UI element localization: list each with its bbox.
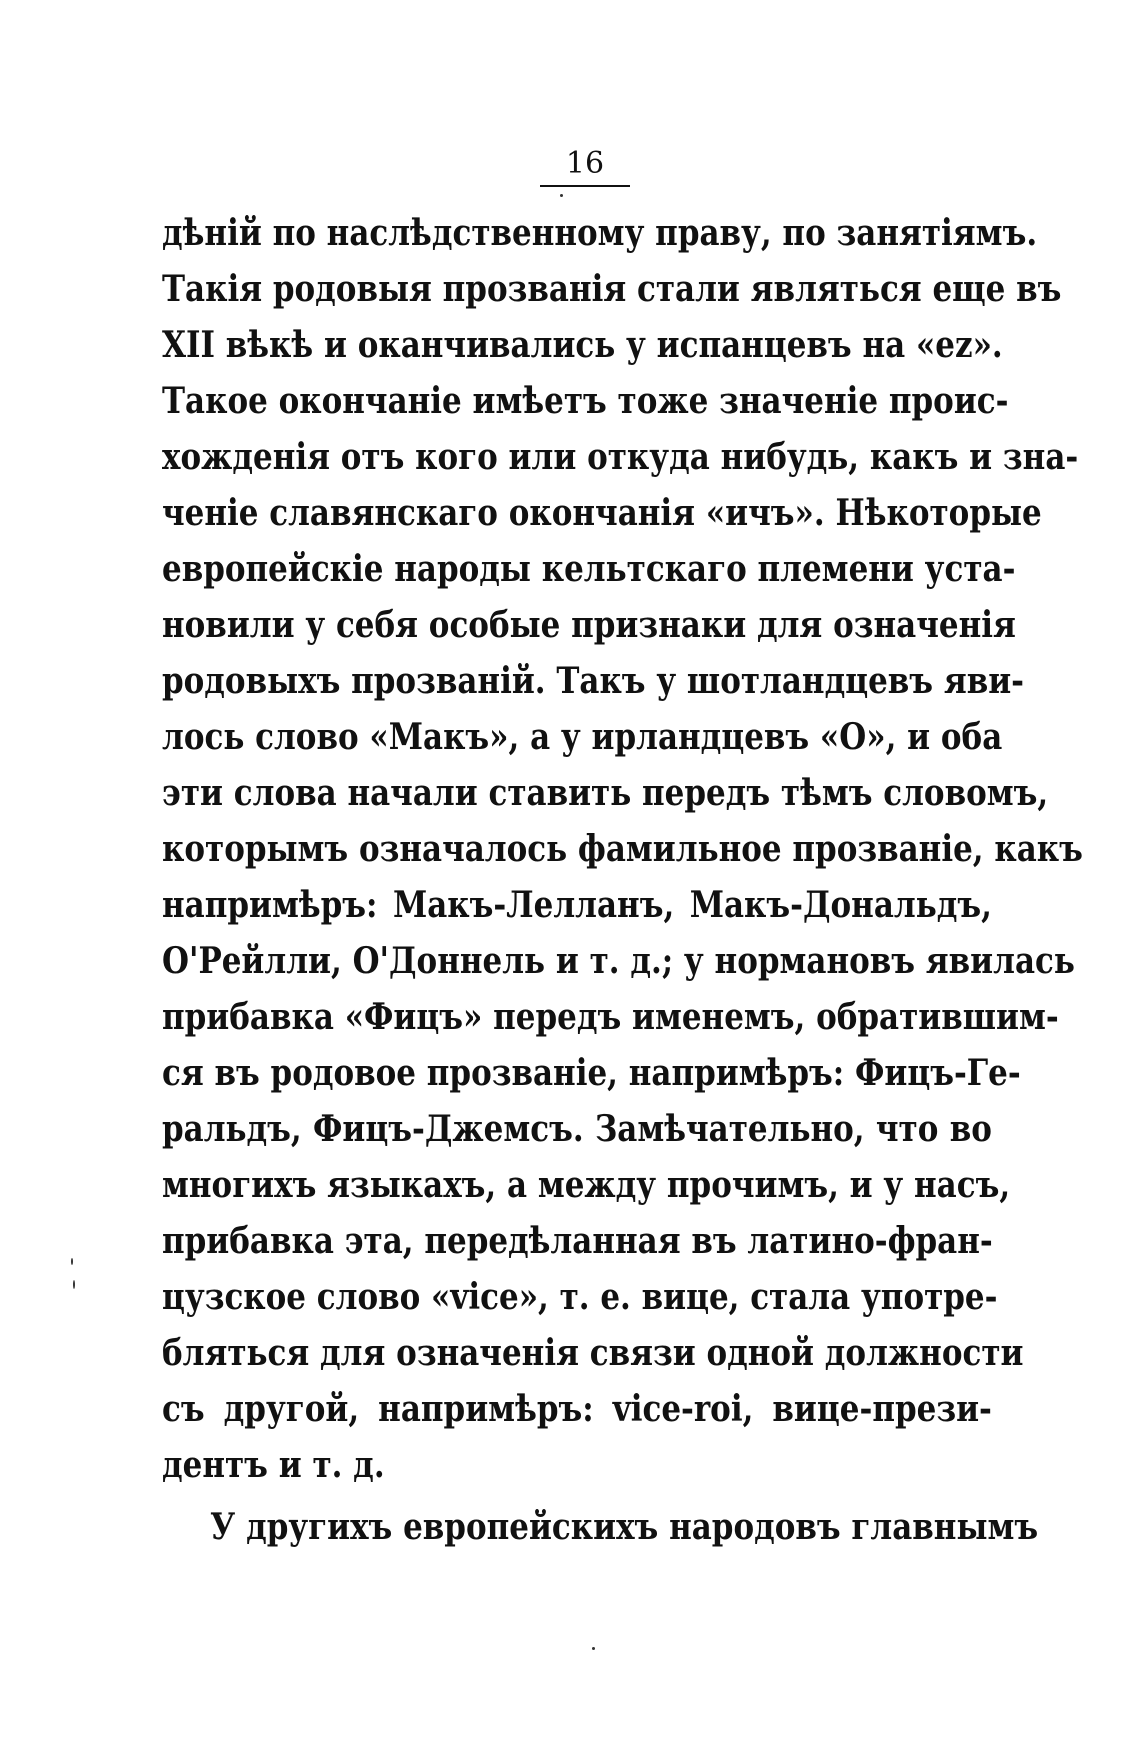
text-line: прибавка «Фицъ» передъ именемъ, обратившим- [162,996,1059,1038]
text-line: ральдъ, Фицъ-Джемсъ. Замѣчательно, что во [162,1108,992,1150]
text-line: съ другой, напримѣръ: vice-roi, вице-прези- [162,1388,992,1430]
text-line: О'Рейлли, О'Доннель и т. д.; у нормановъ явилась [162,940,1075,982]
text-line: прибавка эта, передѣланная въ латино-фран- [162,1220,993,1262]
page-number: 16 [540,147,630,187]
text-line: хожденія отъ кого или откуда нибудь, какъ и зна- [162,436,1079,478]
text-line: ченіе славянскаго окончанія «ичъ». Нѣкоторые [162,492,1042,534]
text-line: цузское слово «vice», т. е. вице, стала употре- [162,1276,998,1318]
text-line: бляться для означенія связи одной должности [162,1332,1024,1374]
text-line: напримѣръ: Макъ-Лелланъ, Макъ-Дональдъ, [162,884,992,926]
text-line: новили у себя особые признаки для означенія [162,604,1016,646]
text-line: эти слова начали ставить передъ тѣмъ словомъ, [162,772,1049,814]
print-speck [592,1647,595,1650]
print-speck [71,1258,73,1265]
text-line: дѣній по наслѣдственному праву, по занятіямъ. [162,212,1038,254]
text-line: дентъ и т. д. [162,1444,385,1486]
text-line: У другихъ европейскихъ народовъ главнымъ [210,1506,1039,1548]
text-line: европейскіе народы кельтскаго племени уста- [162,548,1016,590]
text-line: ся въ родовое прозваніе, напримѣръ: Фицъ-Ге- [162,1052,1021,1094]
text-line: многихъ языкахъ, а между прочимъ, и у насъ, [162,1164,1011,1206]
text-line: лось слово «Макъ», а у ирландцевъ «О», и оба [162,716,1003,758]
text-line: Такія родовыя прозванія стали являться еще въ [162,268,1062,310]
text-line: родовыхъ прозваній. Такъ у шотландцевъ яви- [162,660,1025,702]
text-line: которымъ означалось фамильное прозваніе, какъ [162,828,1083,870]
print-speck [560,194,563,197]
page-text [162,205,1083,1555]
text-line: Такое окончаніе имѣетъ тоже значеніе проис- [162,380,1009,422]
text-line: XII вѣкѣ и оканчивались у испанцевъ на «ez». [162,324,1003,366]
print-speck [73,1280,75,1289]
